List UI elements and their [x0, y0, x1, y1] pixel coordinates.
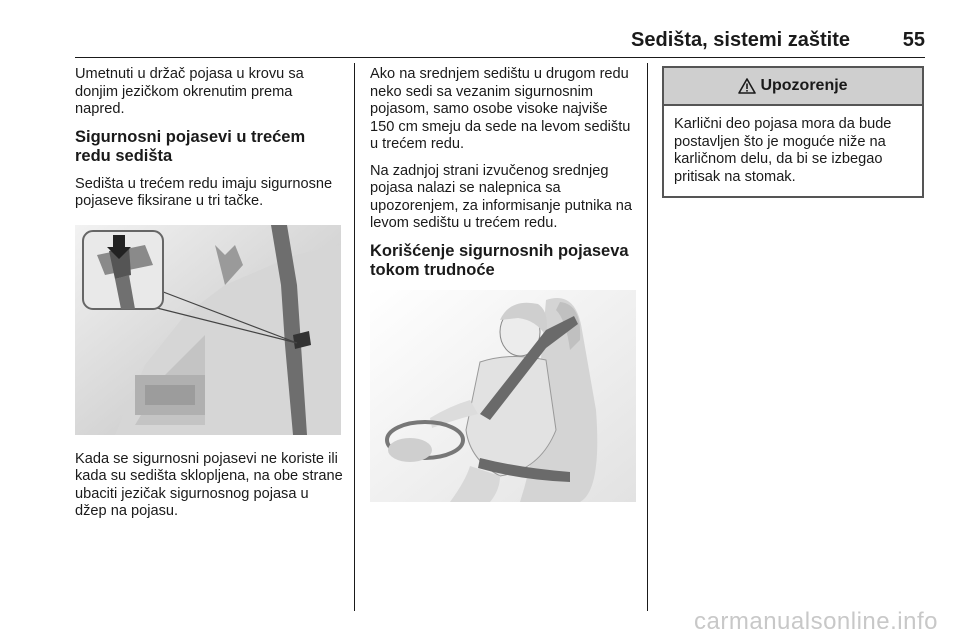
- warning-text: Karlični deo pojasa mora da bude postavljen što je moguće niže na karličnom delu, da bi se izbegao pritisak na stomak.: [674, 116, 892, 185]
- page-number: 55: [902, 29, 925, 51]
- section-title: Sedišta, sistemi zaštite: [631, 29, 850, 51]
- column-divider: [647, 63, 648, 611]
- warning-triangle-icon: [738, 78, 756, 94]
- watermark: carmanualsonline.info: [694, 608, 938, 635]
- column-left: [75, 66, 343, 530]
- pregnant-woman-seatbelt-illustration: [370, 290, 636, 502]
- header-rule: [75, 57, 925, 58]
- paragraph: Umetnuti u držač pojasa u krovu sa donjim jezičkom okrenutim prema napred.: [75, 66, 304, 117]
- column-divider: [354, 63, 355, 611]
- warning-title: Upozorenje: [760, 77, 848, 94]
- seatbelt-third-row-illustration: [75, 225, 343, 435]
- page-header: [75, 26, 925, 52]
- paragraph: Kada se sigurnosni pojasevi ne koriste ili kada su sedišta sklopljena, na obe strane ubaciti jezičak sigurnosnog pojasa u džep na pojasu.: [75, 450, 343, 519]
- paragraph: Ako na srednjem sedištu u drugom redu neko sedi sa vezanim sigurnosnim pojasom, samo osobe visoke najviše 150 cm smeju da sede na levom sedištu u trećem redu.: [370, 66, 631, 152]
- warning-box: [662, 66, 924, 198]
- section-heading: Korišćenje sigurnosnih pojaseva tokom trudnoće: [370, 241, 629, 279]
- column-middle: [370, 66, 636, 518]
- paragraph: Na zadnjoj strani izvučenog srednjeg pojasa nalazi se nalepnica sa upozorenjem, za informisanje putnika na levom sedištu u trećem redu.: [370, 162, 633, 231]
- paragraph: Sedišta u trećem redu imaju sigurnosne pojaseve fiksirane u tri tačke.: [75, 175, 333, 209]
- warning-header: [664, 68, 922, 106]
- section-heading: Sigurnosni pojasevi u trećem redu sedišta: [75, 127, 306, 165]
